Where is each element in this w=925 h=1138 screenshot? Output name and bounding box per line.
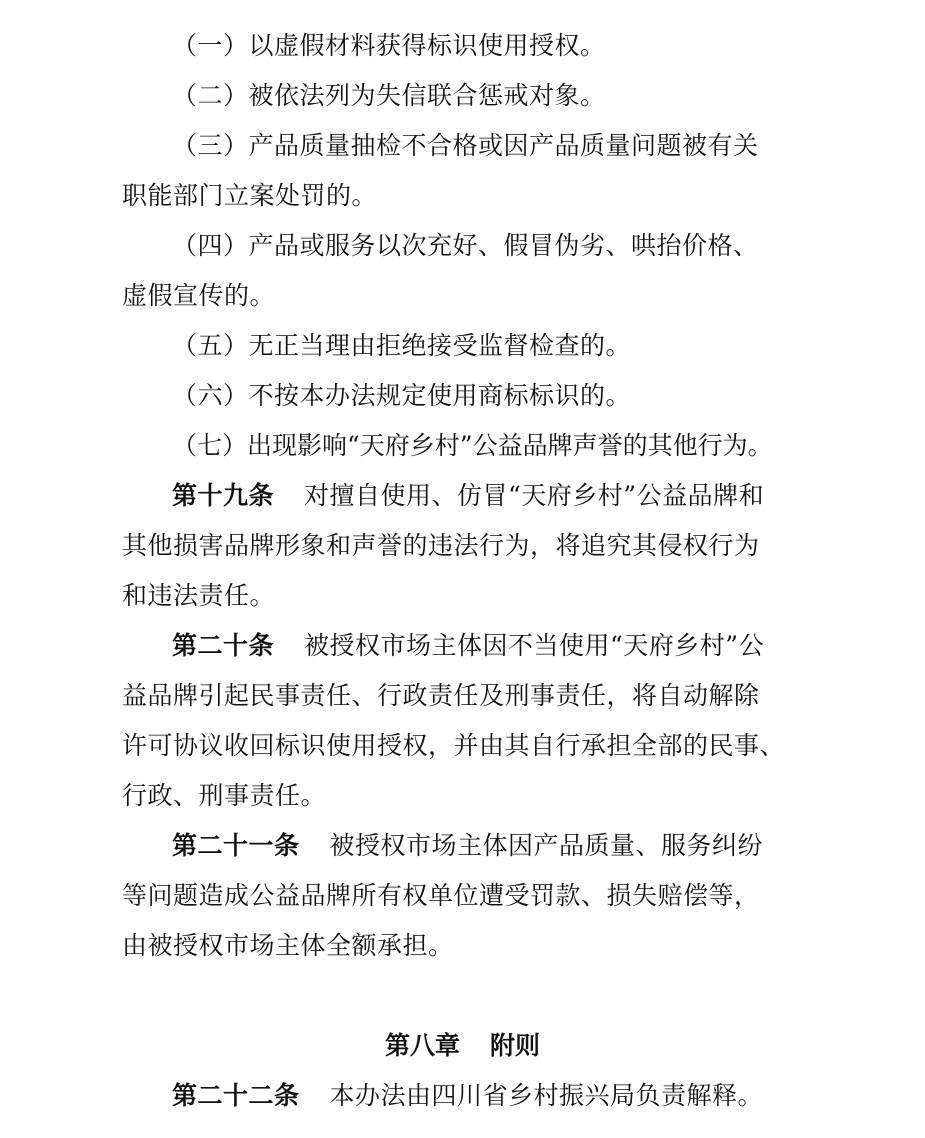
clause-item-4: （四）产品或服务以次充好、假冒伪劣、哄抬价格、 xyxy=(172,231,759,260)
article-21-title: 第二十一条 xyxy=(172,831,300,860)
chapter-heading xyxy=(0,1031,925,1061)
article-19-text: 对擅自使用、仿冒“天府乡村”公益品牌和 xyxy=(304,481,765,510)
article-19-line-3: 和违法责任。 xyxy=(122,581,276,610)
article-22-line-1 xyxy=(172,1081,794,1111)
clause-item-1: （一）以虚假材料获得标识使用授权。 xyxy=(172,31,606,60)
article-22-text: 本办法由四川省乡村振兴局负责解释。 xyxy=(329,1081,764,1110)
article-21-text: 被授权市场主体因产品质量、服务纠纷 xyxy=(329,831,764,860)
clause-item-5: （五）无正当理由拒绝接受监督检查的。 xyxy=(172,331,632,360)
clause-item-7: （七）出现影响“天府乡村”公益品牌声誉的其他行为。 xyxy=(172,431,773,460)
article-20-line-4: 行政、刑事责任。 xyxy=(122,781,327,810)
article-22-title: 第二十二条 xyxy=(172,1081,300,1110)
chapter-number: 第八章 xyxy=(384,1031,460,1060)
clause-item-6: （六）不按本办法规定使用商标标识的。 xyxy=(172,381,632,410)
article-20-line-1 xyxy=(172,631,794,661)
article-20-text: 被授权市场主体因不当使用“天府乡村”公 xyxy=(304,631,765,660)
article-19-line-2: 其他损害品牌形象和声誉的违法行为，将追究其侵权行为 xyxy=(122,531,760,560)
article-20-line-3: 许可协议收回标识使用授权，并由其自行承担全部的民事、 xyxy=(122,731,786,760)
article-20-line-2: 益品牌引起民事责任、行政责任及刑事责任，将自动解除 xyxy=(122,681,760,710)
article-21-line-2: 等问题造成公益品牌所有权单位遭受罚款、损失赔偿等， xyxy=(122,881,760,910)
clause-item-4-cont: 虚假宣传的。 xyxy=(122,281,276,310)
clause-item-2: （二）被依法列为失信联合惩戒对象。 xyxy=(172,81,606,110)
clause-item-3: （三）产品质量抽检不合格或因产品质量问题被有关 xyxy=(172,131,759,160)
article-19-line-1 xyxy=(172,481,794,511)
clause-item-3-cont: 职能部门立案处罚的。 xyxy=(122,181,378,210)
chapter-name: 附则 xyxy=(490,1031,541,1060)
article-21-line-1 xyxy=(172,831,794,861)
article-20-title: 第二十条 xyxy=(172,631,275,660)
article-21-line-3: 由被授权市场主体全额承担。 xyxy=(122,931,454,960)
article-19-title: 第十九条 xyxy=(172,481,275,510)
